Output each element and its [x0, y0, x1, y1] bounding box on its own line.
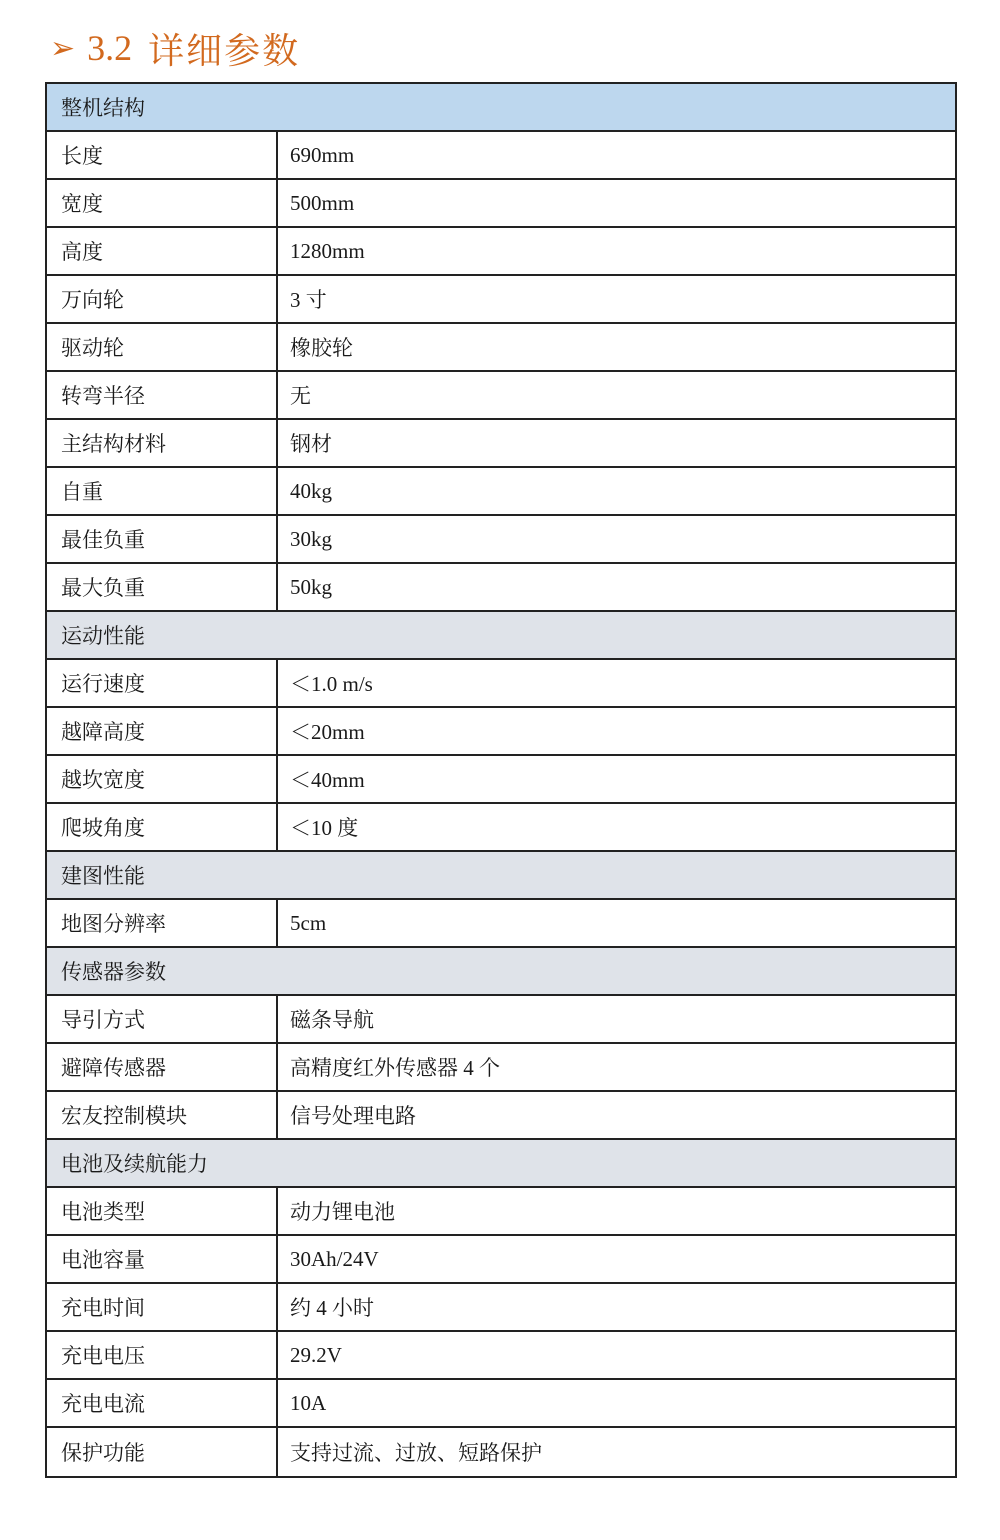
table-row	[47, 324, 955, 372]
param-value: 钢材	[290, 432, 332, 456]
param-label: 自重	[47, 468, 278, 514]
section-number: 3.2	[87, 28, 133, 68]
table-row	[47, 756, 955, 804]
param-label: 保护功能	[47, 1428, 278, 1476]
param-label: 电池容量	[47, 1236, 278, 1282]
param-label: 越障高度	[47, 708, 278, 754]
param-label: 转弯半径	[47, 372, 278, 418]
param-value: 5cm	[290, 910, 327, 935]
param-value: 磁条导航	[290, 1008, 374, 1032]
param-label: 宏友控制模块	[47, 1092, 278, 1138]
param-label: 最佳负重	[47, 516, 278, 562]
param-value: 无	[290, 384, 311, 408]
section-heading	[50, 20, 300, 76]
param-value: 支持过流、过放、短路保护	[290, 1441, 542, 1465]
param-value: 约 4 小时	[290, 1296, 374, 1320]
param-value: 10A	[290, 1390, 327, 1415]
table-row	[47, 804, 955, 852]
param-label: 高度	[47, 228, 278, 274]
section-header: 传感器参数	[47, 948, 955, 996]
table-row	[47, 1188, 955, 1236]
section-header: 电池及续航能力	[47, 1140, 955, 1188]
param-value: 30kg	[290, 526, 332, 551]
param-value: 40kg	[290, 478, 332, 503]
table-row	[47, 1044, 955, 1092]
param-value: ＜10 度	[290, 816, 359, 840]
table-row	[47, 372, 955, 420]
table-row	[47, 516, 955, 564]
param-label: 主结构材料	[47, 420, 278, 466]
param-value: ＜40mm	[290, 768, 365, 792]
param-label: 万向轮	[47, 276, 278, 322]
table-row	[47, 420, 955, 468]
param-label: 电池类型	[47, 1188, 278, 1234]
table-row	[47, 1236, 955, 1284]
param-label: 充电电压	[47, 1332, 278, 1378]
param-label: 地图分辨率	[47, 900, 278, 946]
param-value: 690mm	[290, 142, 355, 167]
param-value: 50kg	[290, 574, 332, 599]
param-label: 充电时间	[47, 1284, 278, 1330]
table-row	[47, 1284, 955, 1332]
table-row	[47, 660, 955, 708]
param-value: 1280mm	[290, 238, 365, 263]
param-value: 29.2V	[290, 1342, 342, 1367]
table-row	[47, 708, 955, 756]
arrow-bullet-icon: ➢	[50, 30, 76, 66]
table-row	[47, 1380, 955, 1428]
param-value: ＜1.0 m/s	[290, 672, 373, 696]
param-value: ＜20mm	[290, 720, 365, 744]
table-row	[47, 1428, 955, 1476]
table-row	[47, 276, 955, 324]
section-header: 运动性能	[47, 612, 955, 660]
spec-table	[45, 82, 957, 1478]
table-row	[47, 132, 955, 180]
table-row	[47, 996, 955, 1044]
param-value: 信号处理电路	[290, 1104, 416, 1128]
param-value: 3 寸	[290, 288, 327, 312]
page-title: 详细参数	[148, 30, 301, 72]
param-value: 动力锂电池	[290, 1200, 395, 1224]
table-row	[47, 468, 955, 516]
table-row	[47, 900, 955, 948]
param-label: 驱动轮	[47, 324, 278, 370]
param-label: 最大负重	[47, 564, 278, 610]
param-value: 高精度红外传感器 4 个	[290, 1056, 500, 1080]
table-row	[47, 180, 955, 228]
section-header: 建图性能	[47, 852, 955, 900]
table-row	[47, 228, 955, 276]
table-row	[47, 1332, 955, 1380]
section-header: 整机结构	[47, 84, 955, 132]
param-label: 导引方式	[47, 996, 278, 1042]
table-row	[47, 564, 955, 612]
param-label: 宽度	[47, 180, 278, 226]
param-label: 长度	[47, 132, 278, 178]
table-row	[47, 1092, 955, 1140]
param-label: 越坎宽度	[47, 756, 278, 802]
param-value: 30Ah/24V	[290, 1246, 379, 1271]
param-label: 爬坡角度	[47, 804, 278, 850]
param-label: 避障传感器	[47, 1044, 278, 1090]
param-value: 橡胶轮	[290, 336, 353, 360]
param-label: 运行速度	[47, 660, 278, 706]
param-label: 充电电流	[47, 1380, 278, 1426]
param-value: 500mm	[290, 190, 355, 215]
